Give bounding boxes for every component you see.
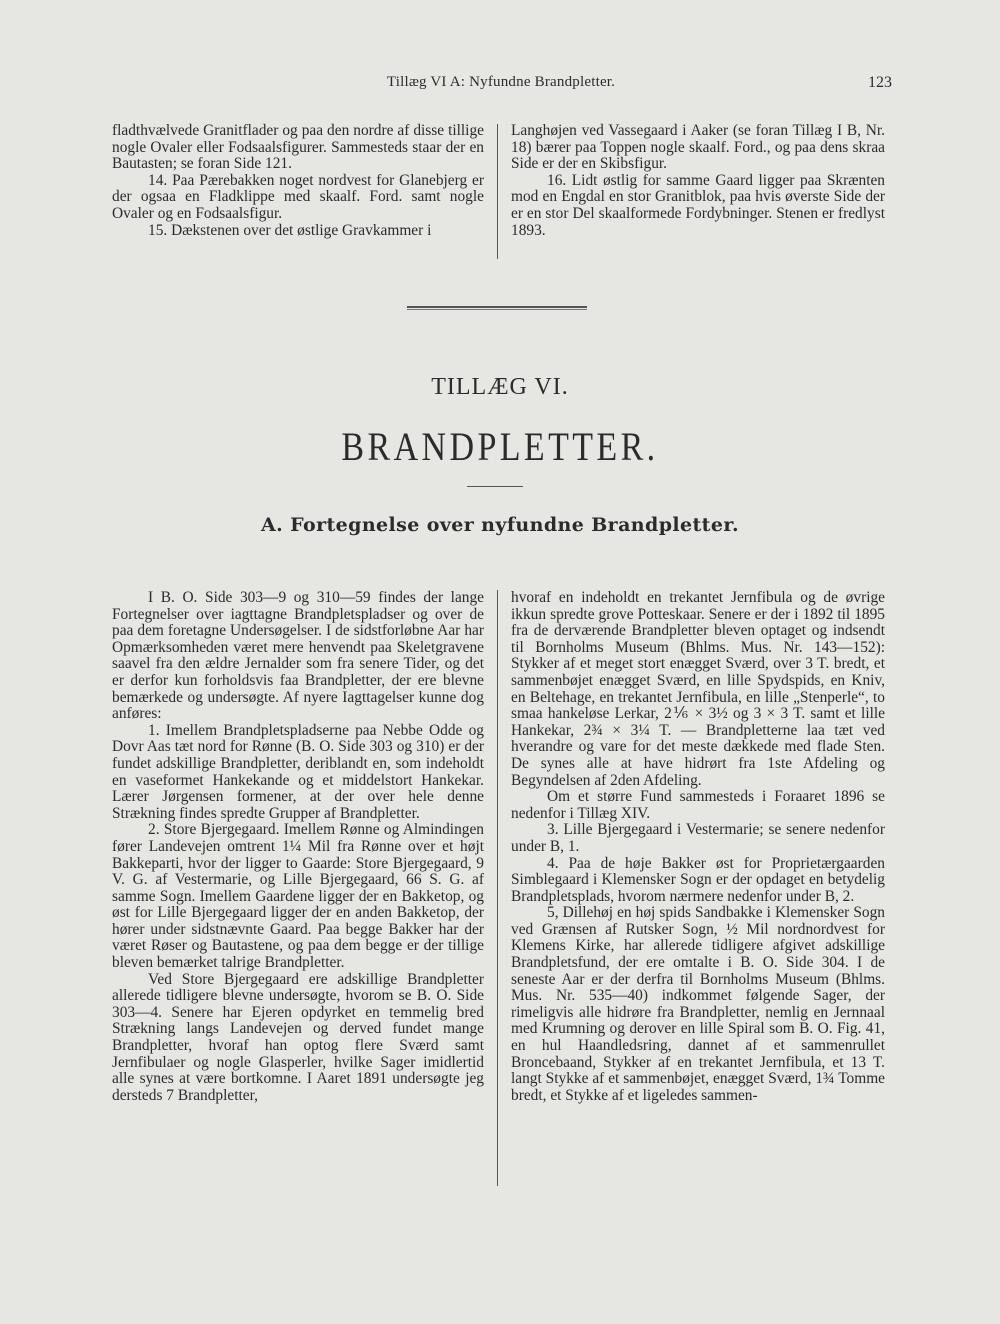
title-rule: [467, 486, 523, 487]
paragraph: Om et større Fund sammesteds i Foraaret 1896 se nedenfor i Tillæg XIV.: [511, 788, 885, 822]
paragraph: 15. Dækstenen over det østlige Gravkammer i: [148, 221, 432, 239]
main-title: BRANDPLETTER.: [341, 424, 659, 469]
paragraph: 16. Lidt østlig for samme Gaard ligger paa Skrænten mod en Engdal en stor Granitblok, paa hvis øverste Side der er en stor Del skaalformede Fordybninger. Stenen er fredlyst 1893.: [511, 171, 885, 239]
paragraph: fladthvælvede Granitflader og paa den nordre af disse tillige nogle Ovaler eller Fodsaalsfigurer. Sammesteds staar der en Bautasten; se foran Side 121.: [112, 122, 484, 173]
paragraph: Langhøjen ved Vassegaard i Aaker (se foran Tillæg I B, Nr. 18) bærer paa Toppen nogle skaalf. Ford., og paa dens skraa Side er der en Skibsfigur.: [511, 122, 885, 173]
appendix-title: TILLÆG VI.: [431, 374, 569, 400]
running-head: [110, 74, 892, 96]
paragraph: 2. Store Bjergegaard. Imellem Rønne og Almindingen fører Landevejen omtrent 1¼ Mil fra Rønne over et højt Bakkeparti, hvor der ligger to Gaarde: Store Bjergegaard, 9 V. G. af Vestermarie, og Lille Bjergegaard, 66 S. G. af samme Sogn. Imellem Gaardene ligger der en Bakketop, og øst for Lille Bjergegaard ligger der en anden Bakketop, der hører under sidstnævnte Gaard. Paa begge Bakker har der været Røser og Bautastene, og paa dem begge er der tillige bleven bemærket talrige Brandpletter.: [112, 821, 484, 972]
section-separator: [407, 306, 587, 310]
paragraph: 5, Dillehøj en høj spids Sandbakke i Klemensker Sogn ved Grænsen af Rutsker Sogn, ½ Mil nordnordvest for Klemens Kirke, har allerede tidligere afgivet adskillige Brandpletsfund, der ere omtalte i B. O. Side 304. I de seneste Aar er der derfra til Bornholms Museum (Bhlms. Mus. Nr. 535—40) indkommet følgende Sager, der rimeligvis alle hidrøre fra Brandpletter, nemlig en Jernnaal med Krumning og derover en lille Spiral som B. O. Fig. 41, en hul Haandledsring, dannet af et sammenrullet Broncebaand, Stykker af en trekantet Jernfibula, et 13 T. langt Stykke af et sammenbøjet, enægget Sværd, 1¾ Tomme bredt, et Stykke af et ligeledes sammen-: [511, 904, 885, 1104]
paragraph: I B. O. Side 303—9 og 310—59 findes der lange Fortegnelser over iagttagne Brandpletspladser og over de paa dem foretagne Undersøgelser. I de sidstforløbne Aar har Opmærksomheden været mere henvendt paa Skeletgravene saavel fra den ældre Jernalder som fra senere Tider, og det er derfor kun forholdsvis faa Brandpletter, der ere blevne bemærkede og undersøgte. Af nyere Iagttagelser kunne dog anføres:: [112, 589, 484, 723]
column-divider: [497, 590, 498, 1186]
section-subtitle: A. Fortegnelse over nyfundne Brandpletter.: [260, 514, 740, 536]
column-divider: [497, 124, 498, 259]
body-left-column: [112, 590, 484, 1104]
running-title: Tillæg VI A: Nyfundne Brandpletter.: [386, 74, 616, 90]
paragraph: 14. Paa Pærebakken noget nordvest for Glanebjerg er der ogsaa en Fladklippe med skaalf. Ford. samt nogle Ovaler og en Fodsaalsfigur.: [112, 171, 484, 222]
paragraph: 1. Imellem Brandpletspladserne paa Nebbe Odde og Dovr Aas tæt nord for Rønne (B. O. Side 303 og 310) er der fundet adskillige Brandpletter, deriblandt en, som indeholdt en vaseformet Hankekande og et middelstort Hankekar. Lærer Jørgensen formener, at der over hele denne Strækning findes spredte Grupper af Brandpletter.: [112, 721, 484, 822]
top-left-column: [112, 123, 484, 239]
paragraph: 3. Lille Bjergegaard i Vestermarie; se senere nedenfor under B, 1.: [511, 821, 885, 855]
paragraph: 4. Paa de høje Bakker øst for Proprietærgaarden Simblegaard i Klemensker Sogn er der opdaget en betydelig Brandpletsplads, hvorom nærmere nedenfor under B, 2.: [511, 854, 885, 905]
body-right-column: [511, 590, 885, 1104]
top-right-column: [511, 123, 885, 239]
page-number: 123: [868, 74, 892, 91]
paragraph: Ved Store Bjergegaard ere adskillige Brandpletter allerede tidligere blevne undersøgte, hvorom se B. O. Side 303—4. Senere har Ejeren opdyrket en temmelig bred Strækning langs Landevejen og derved fundet mange Brandpletter, hvoraf han optog flere Sværd samt Jernfibulaer og nogle Glasperler, hvilke Sager imidlertid alle synes at være bortkomne. I Aaret 1891 undersøgte jeg dersteds 7 Brandpletter,: [112, 970, 484, 1104]
paragraph: hvoraf en indeholdt en trekantet Jernfibula og de øvrige ikkun spredte grove Potteskaar. Senere er der i 1892 til 1895 fra de derværende Brandpletter bleven optaget og indsendt til Bornholms Museum (Bhlms. Mus. Nr. 143—152): Stykker af et meget stort enægget Sværd, over 3 T. bredt, et sammenbøjet enægget Sværd, en lille Spydspids, en Kniv, en Beltehage, en trekantet Jernfibula, en lille „Stenperle“, to smaa hankeløse Lerkar, 2⅙ × 3½ og 3 × 3 T. samt et lille Hankekar, 2¾ × 3¼ T. — Brandpletterne laa tæt ved hverandre og vare for det meste dækkede med flade Sten. De synes alle at have hidrørt fra 1ste Afdeling og Begyndelsen af 2den Afdeling.: [511, 589, 885, 789]
